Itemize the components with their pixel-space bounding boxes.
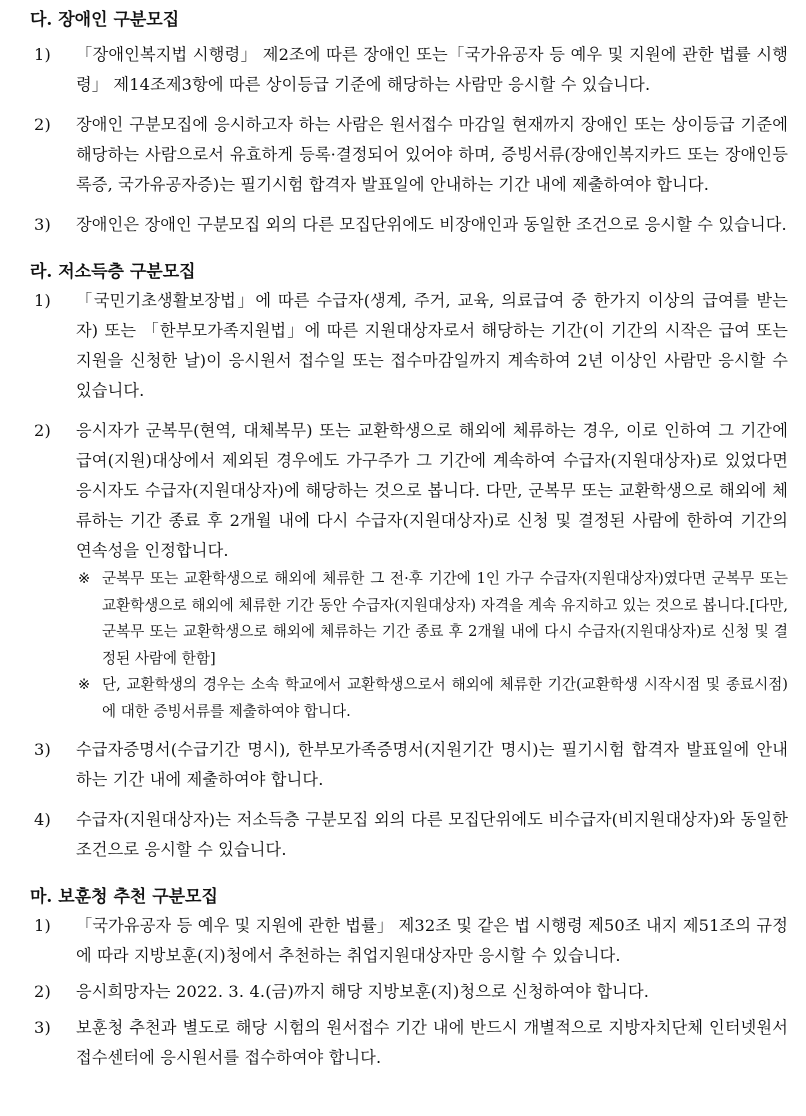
- section-title-veterans: 마. 보훈청 추천 구분모집: [30, 887, 218, 907]
- item-number: 2): [34, 115, 51, 134]
- item-text: 보훈청 추천과 별도로 해당 시험의 원서접수 기간 내에 반드시 개별적으로 지방자치단체 인터넷원서접수센터에 응시원서를 접수하여야 합니다.: [76, 1018, 788, 1067]
- section-title-low-income: 라. 저소득층 구분모집: [30, 262, 196, 282]
- item-number: 3): [34, 1018, 51, 1037]
- item-number: 1): [34, 45, 51, 64]
- note-mark: ※: [78, 570, 91, 587]
- list-item: [32, 40, 788, 100]
- item-text: 수급자증명서(수급기간 명시), 한부모가족증명서(지원기간 명시)는 필기시험 합격자 발표일에 안내하는 기간 내에 제출하여야 합니다.: [76, 740, 788, 789]
- list-item: [32, 911, 788, 971]
- item-number: 2): [34, 421, 51, 440]
- item-number: 2): [34, 982, 51, 1001]
- item-text: 장애인 구분모집에 응시하고자 하는 사람은 원서접수 마감일 현재까지 장애인 또는 상이등급 기준에 해당하는 사람으로서 유효하게 등록·결정되어 있어야 하며, 증빙서류(장애인복지카드 또는 장애인등록증, 국가유공자증)는 필기시험 합격자 발표일에 안내하는 기간 내에 제출하여야 합니다.: [76, 115, 788, 194]
- item-number: 1): [34, 291, 51, 310]
- note-mark: ※: [78, 676, 91, 693]
- item-text: 응시희망자는 2022. 3. 4.(금)까지 해당 지방보훈(지)청으로 신청하여야 합니다.: [76, 982, 650, 1001]
- list-item: [32, 416, 788, 566]
- note-item: [30, 672, 788, 725]
- item-text: 「장애인복지법 시행령」 제2조에 따른 장애인 또는「국가유공자 등 예우 및 지원에 관한 법률 시행령」 제14조제3항에 따른 상이등급 기준에 해당하는 사람만 응시할 수 있습니다.: [76, 45, 788, 94]
- note-item: [30, 566, 788, 672]
- item-text: 수급자(지원대상자)는 저소득층 구분모집 외의 다른 모집단위에도 비수급자(비지원대상자)와 동일한 조건으로 응시할 수 있습니다.: [76, 810, 788, 859]
- item-text: 응시자가 군복무(현역, 대체복무) 또는 교환학생으로 해외에 체류하는 경우, 이로 인하여 그 기간에 급여(지원)대상에서 제외된 경우에도 가구주가 그 기간에 계속하여 수급자(지원대상자)로 있었다면 응시자도 수급자(지원대상자)에 해당하는 것으로 봅니다. 다만, 군복무 또는 교환학생으로 해외에 체류하는 기간 종료 후 2개월 내에 다시 수급자(지원대상자)로 신청 및 결정된 사람에 한하여 기간의 연속성을 인정합니다.: [76, 421, 788, 560]
- list-item: [32, 735, 788, 795]
- section-title-disabled: 다. 장애인 구분모집: [30, 10, 180, 30]
- item-number: 1): [34, 916, 51, 935]
- list-item: [32, 286, 788, 406]
- item-text: 「국가유공자 등 예우 및 지원에 관한 법률」 제32조 및 같은 법 시행령 제50조 내지 제51조의 규정에 따라 지방보훈(지)청에서 추천하는 취업지원대상자만 응시할 수 있습니다.: [76, 916, 788, 965]
- item-text: 「국민기초생활보장법」에 따른 수급자(생계, 주거, 교육, 의료급여 중 한가지 이상의 급여를 받는 자) 또는 「한부모가족지원법」에 따른 지원대상자로서 해당하는 기간(이 기간의 시작은 급여 또는 지원을 신청한 날)이 응시원서 접수일 또는 접수마감일까지 계속하여 2년 이상인 사람만 응시할 수 있습니다.: [76, 291, 788, 400]
- note-text: 군복무 또는 교환학생으로 해외에 체류한 그 전·후 기간에 1인 가구 수급자(지원대상자)였다면 군복무 또는 교환학생으로 해외에 체류한 기간 동안 수급자(지원대상자) 자격을 계속 유지하고 있는 것으로 봅니다.[다만, 군복무 또는 교환학생으로 해외에 체류하는 기간 종료 후 2개월 내에 다시 수급자(지원대상자)로 신청 및 결정된 사람에 한함]: [102, 570, 788, 667]
- list-item: [32, 805, 788, 865]
- item-number: 3): [34, 740, 51, 759]
- item-number: 4): [34, 810, 51, 829]
- list-item: [32, 210, 788, 240]
- list-item: [32, 1013, 788, 1073]
- item-number: 3): [34, 215, 51, 234]
- list-item: [32, 977, 788, 1007]
- item-text: 장애인은 장애인 구분모집 외의 다른 모집단위에도 비장애인과 동일한 조건으로 응시할 수 있습니다.: [76, 215, 787, 234]
- list-item: [32, 110, 788, 200]
- note-text: 단, 교환학생의 경우는 소속 학교에서 교환학생으로서 해외에 체류한 기간(교환학생 시작시점 및 종료시점)에 대한 증빙서류를 제출하여야 합니다.: [102, 676, 788, 720]
